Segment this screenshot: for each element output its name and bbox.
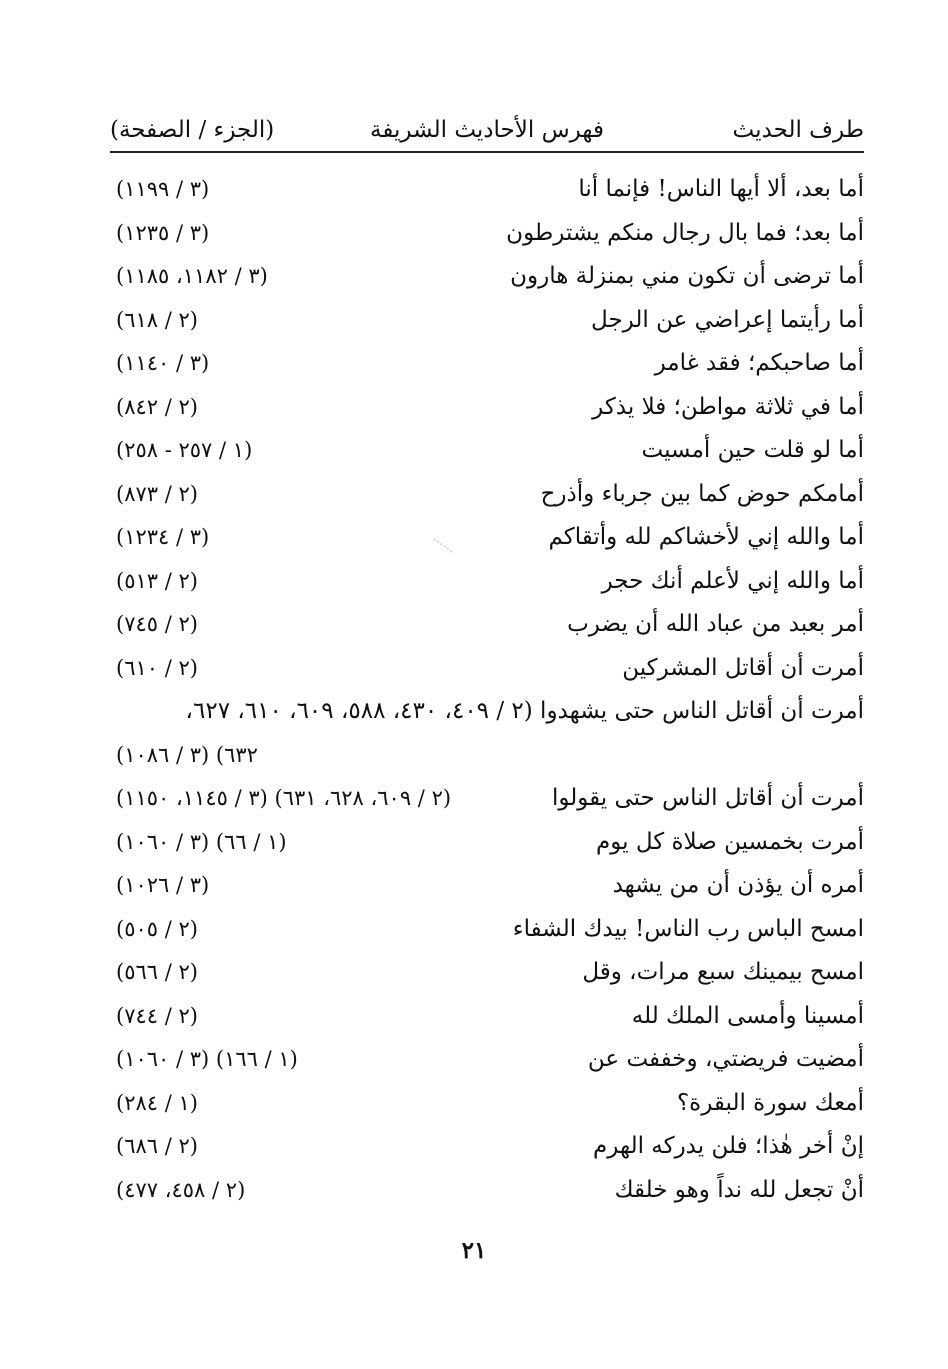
hadith-phrase: أما صاحبكم؛ فقد غامر — [654, 350, 864, 376]
hadith-phrase: أما والله إني لأعلم أنك حجر — [601, 567, 864, 594]
volume-page-reference: (٢ / ٦١٠) — [116, 655, 198, 680]
volume-page-reference: (٣ / ١١٩٩) — [116, 177, 210, 201]
hadith-phrase: أمعك سورة البقرة؟ — [676, 1089, 864, 1116]
volume-page-reference: (٣ / ١٢٣٥) — [116, 220, 210, 245]
volume-page-reference: (٢ / ٧٤٥) — [116, 612, 198, 636]
header-hadith-column-title: طرف الحديث — [732, 117, 864, 143]
hadith-phrase: أما والله إني لأخشاكم لله وأتقاكم — [548, 524, 864, 550]
list-item — [110, 1082, 864, 1126]
list-item — [110, 1169, 864, 1213]
volume-page-reference: (١ / ٢٨٤) — [116, 1090, 198, 1115]
list-item — [110, 647, 864, 691]
volume-page-reference: (٢ / ٧٤٤) — [116, 1003, 198, 1028]
list-item — [110, 212, 864, 256]
volume-page-reference: (٢ / ٨٤٢) — [116, 394, 198, 419]
volume-page-reference: (٢ / ٥٦٦) — [116, 960, 198, 984]
list-item — [110, 777, 864, 821]
list-item — [110, 690, 864, 734]
hadith-phrase: أمضيت فريضتي، وخففت عن — [587, 1046, 864, 1072]
hadith-phrase: أما لو قلت حين أمسيت — [641, 437, 864, 463]
volume-page-reference: (١ / ٦٦) (٣ / ١٠٦٠) — [116, 829, 287, 854]
volume-page-reference: (١ / ١٦٦) (٣ / ١٠٦٠) — [116, 1047, 298, 1071]
list-item — [110, 908, 864, 952]
list-item — [110, 821, 864, 865]
hadith-phrase: أما في ثلاثة مواطن؛ فلا يذكر — [592, 393, 864, 420]
list-item — [110, 299, 864, 343]
header-divider — [110, 151, 864, 153]
hadith-phrase: أمرت أن أقاتل الناس حتى يشهدوا (٢ / ٤٠٩، ٤٣٠، ٥٨٨، ٦٠٩، ٦١٠، ٦٢٧، — [185, 698, 864, 724]
list-item — [110, 864, 864, 908]
volume-page-reference: (٢ / ٨٧٣) — [116, 481, 198, 506]
volume-page-reference: (٢ / ٥٠٥) — [116, 916, 198, 941]
hadith-phrase: أما ترضى أن تكون مني بمنزلة هارون — [510, 263, 864, 289]
hadith-phrase: أما بعد، ألا أيها الناس! فإنما أنا — [578, 176, 864, 202]
hadith-phrase: امسح الباس رب الناس! بيدك الشفاء — [512, 915, 864, 942]
volume-page-reference: (٢ / ٥١٣) — [116, 568, 198, 593]
volume-page-reference: (١ / ٢٥٧ - ٢٥٨) — [116, 438, 253, 462]
list-item — [110, 473, 864, 517]
hadith-phrase: امسح بيمينك سبع مرات، وقل — [582, 959, 864, 985]
hadith-phrase: أمامكم حوض كما بين جرباء وأذرح — [540, 480, 864, 507]
list-item — [110, 1038, 864, 1082]
list-item — [110, 516, 864, 560]
hadith-phrase: أمسينا وأمسى الملك لله — [631, 1002, 864, 1029]
index-entries — [110, 168, 864, 1212]
list-item — [110, 603, 864, 647]
list-item — [110, 168, 864, 212]
volume-page-reference: (٣ / ١٠٢٦) — [116, 873, 210, 897]
volume-page-reference: (٣ / ١٢٣٤) — [116, 525, 210, 549]
volume-page-reference: (٢ / ٦٨٦) — [116, 1134, 198, 1158]
list-item — [110, 342, 864, 386]
list-item — [110, 951, 864, 995]
volume-page-reference: (٣ / ١١٨٢، ١١٨٥) — [116, 264, 268, 288]
scan-speck — [433, 538, 455, 554]
list-item — [110, 1125, 864, 1169]
hadith-phrase: أما رأيتما إعراضي عن الرجل — [591, 306, 864, 333]
page-number: ٢١ — [461, 1237, 487, 1264]
hadith-phrase: إنْ أخر هٰذا؛ فلن يدركه الهرم — [593, 1133, 864, 1159]
volume-page-reference: (٢ / ٦١٨) — [116, 307, 198, 332]
hadith-phrase: أمرت أن أقاتل الناس حتى يقولوا — [551, 785, 864, 811]
list-item-continuation — [110, 734, 864, 778]
page-header — [110, 112, 864, 152]
hadith-phrase: أنْ تجعل لله نداً وهو خلقك — [614, 1176, 864, 1203]
header-volume-page-column-title: (الجزء / الصفحة) — [110, 117, 275, 143]
hadith-phrase: أمر بعبد من عباد الله أن يضرب — [567, 611, 864, 637]
volume-page-reference: (٢ / ٤٥٨، ٤٧٧) — [116, 1177, 246, 1202]
list-item — [110, 560, 864, 604]
hadith-phrase: أما بعد؛ فما بال رجال منكم يشترطون — [506, 219, 864, 246]
volume-page-reference: (٢ / ٦٠٩، ٦٢٨، ٦٣١) (٣ / ١١٤٥، ١١٥٠) — [116, 786, 452, 810]
list-item — [110, 429, 864, 473]
volume-page-reference: ٦٣٢) (٣ / ١٠٨٦) — [116, 742, 258, 767]
list-item — [110, 255, 864, 299]
volume-page-reference: (٣ / ١١٤٠) — [116, 351, 210, 375]
header-index-title: فهرس الأحاديث الشريفة — [370, 117, 604, 143]
hadith-phrase: أمرت أن أقاتل المشركين — [622, 654, 864, 681]
list-item — [110, 386, 864, 430]
hadith-phrase: أمره أن يؤذن أن من يشهد — [612, 872, 864, 898]
hadith-phrase: أمرت بخمسين صلاة كل يوم — [595, 828, 864, 855]
list-item — [110, 995, 864, 1039]
